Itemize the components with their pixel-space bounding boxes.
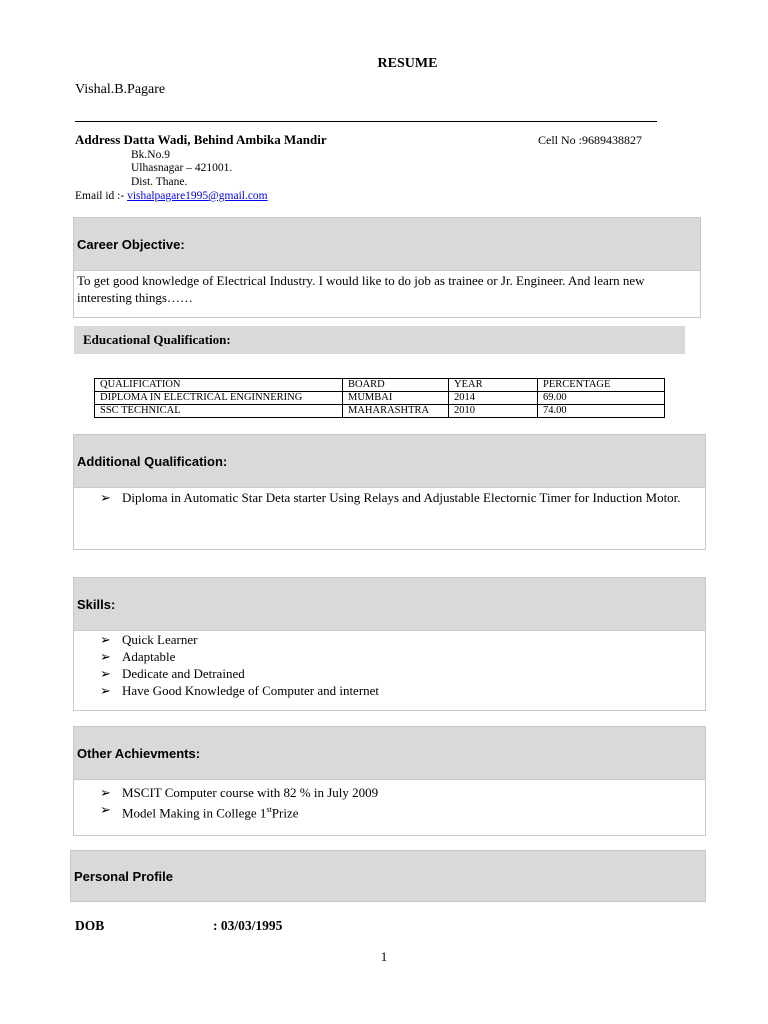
education-table-wrap [94,378,665,418]
resume-title: RESUME [377,56,438,71]
address-line-1: Bk.No.9 [131,149,170,161]
additional-qualification-title: Additional Qualification: [77,453,228,469]
table-cell: 2010 [449,405,538,418]
arrow-bullet-icon: ➢ [100,785,111,800]
skills-heading [73,577,706,631]
table-cell: DIPLOMA IN ELECTRICAL ENGINNERING [95,392,343,405]
table-cell: MAHARASHTRA [343,405,449,418]
list-item [74,784,705,801]
email-link[interactable]: vishalpagare1995@gmail.com [127,190,268,202]
arrow-bullet-icon: ➢ [100,666,111,681]
cell-number: Cell No :9689438827 [538,133,642,147]
list-item-text: Prize [271,805,299,821]
table-cell: PERCENTAGE [538,379,665,392]
address-line-3: Dist. Thane. [131,176,188,188]
career-objective-text: To get good knowledge of Electrical Industry. I would like to do job as trainee or Jr. Engineer. And learn new interesting things…… [77,273,645,305]
additional-qualification-body [73,488,706,550]
list-item-text: Model Making in College 1 [122,805,267,821]
table-cell: 2014 [449,392,538,405]
list-item-text: Adaptable [122,649,176,664]
list-item-text: Dedicate and Detrained [122,666,245,681]
table-cell: BOARD [343,379,449,392]
address-label: Address Datta Wadi, Behind Ambika Mandir [75,132,327,147]
list-item [74,648,705,665]
list-item-text: MSCIT Computer course with 82 % in July 2009 [122,785,379,800]
career-objective-title: Career Objective: [77,236,185,252]
career-objective-heading [73,217,701,271]
education-table [94,378,665,418]
arrow-bullet-icon: ➢ [100,490,111,505]
table-cell: 69.00 [538,392,665,405]
education-title: Educational Qualification: [83,332,231,347]
address-line-2: Ulhasnagar – 421001. [131,162,233,174]
list-item [74,801,705,821]
table-row [95,405,665,418]
achievements-body [73,780,706,836]
list-item [74,489,695,506]
table-cell: SSC TECHNICAL [95,405,343,418]
page-number: 1 [380,949,388,964]
table-cell: QUALIFICATION [95,379,343,392]
list-item [74,665,705,682]
personal-profile-title: Personal Profile [74,868,173,884]
candidate-name: Vishal.B.Pagare [75,82,166,97]
skills-body [73,631,706,711]
list-item [74,631,705,648]
ordinal-superscript: st [266,805,272,814]
arrow-bullet-icon: ➢ [100,802,111,817]
personal-profile-heading [70,850,706,902]
table-cell: 74.00 [538,405,665,418]
arrow-bullet-icon: ➢ [100,632,111,647]
list-item-text: Have Good Knowledge of Computer and internet [122,683,380,698]
dob-value: : 03/03/1995 [213,918,283,933]
table-cell: MUMBAI [343,392,449,405]
email-row [75,190,268,202]
additional-qualification-heading [73,434,706,488]
header-divider [75,121,657,122]
achievements-heading [73,726,706,780]
skills-title: Skills: [77,596,116,612]
achievements-title: Other Achievments: [77,745,201,761]
list-item-text: Diploma in Automatic Star Deta starter Using Relays and Adjustable Electornic Timer for Induction Motor. [122,490,681,505]
table-row [95,392,665,405]
table-cell: YEAR [449,379,538,392]
arrow-bullet-icon: ➢ [100,683,111,698]
career-objective-body [73,271,701,318]
dob-label: DOB [75,918,105,933]
arrow-bullet-icon: ➢ [100,649,111,664]
list-item [74,682,705,699]
email-label: Email id :- [75,190,128,202]
list-item-text: Quick Learner [122,632,198,647]
table-header-row [95,379,665,392]
education-heading [74,326,685,354]
